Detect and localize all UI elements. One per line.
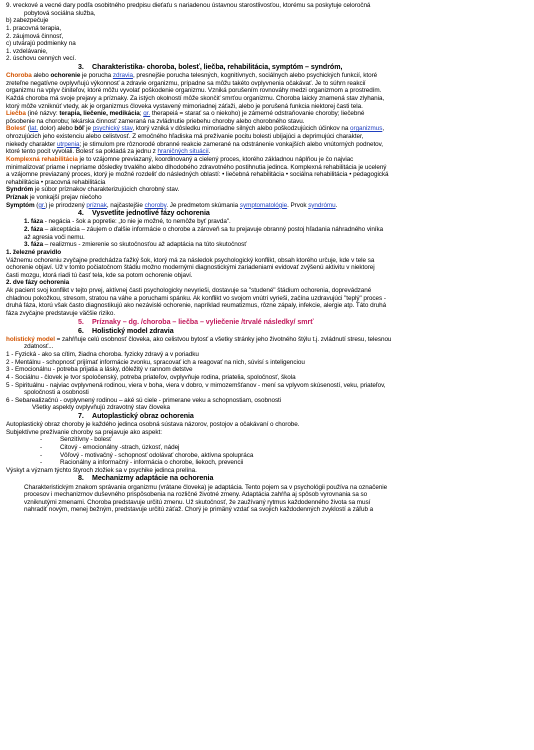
section-title: Vysvetlite jednotlivé fázy ochorenia: [92, 209, 210, 218]
phase-3: [24, 241, 528, 249]
text-line: 2. záujmová činnosť,: [6, 32, 64, 40]
text-run: ;: [139, 110, 144, 118]
link-syndromu[interactable]: syndrómu: [308, 201, 336, 209]
link-hranicnych-situacii[interactable]: hraničných situácií: [157, 148, 209, 156]
section-heading-4: [6, 209, 528, 218]
text-run: .: [208, 148, 211, 156]
text-line: [6, 148, 528, 156]
phase-1: [24, 218, 528, 226]
text-line: ohrozujúcich jeho existenciu alebo celistvosť. Z emočného hľadiska má prežívanie pocitu bolesti ubíjajúci a deprimujúci charakter,: [6, 133, 364, 141]
text-line: 1. pracovná terapia,: [6, 24, 62, 32]
text-run: (iné názvy:: [25, 110, 60, 118]
text-line: ktorý môže vzniknúť vtedy, ak je organizmus človeka vystavený mimoriadnej záťaži, alebo je porušená funkcia niektorej časti tela.: [6, 102, 363, 110]
text-line: až agresia voči nemu.: [24, 233, 85, 241]
section-title: Mechanizmy adaptácie na ochorenia: [92, 474, 214, 483]
link-priznak[interactable]: príznak: [86, 201, 107, 209]
list-item: 4 - Sociálnu - človek je tvor spoločenský, potreba priateľov, ovplyvňuje rodina, priatelia, spoločnosť, škola: [6, 373, 296, 381]
text-line: Ak pacient svoj konflikt v tejto prvej, aktívnej časti psychologicky nevyrieši, dostavuje sa "studené" štádium ochorenia, doprevádzané: [6, 287, 372, 295]
section-heading-5: [6, 318, 528, 327]
link-utrpenia[interactable]: utrpenia: [56, 140, 80, 148]
paragraph-bolest: [6, 125, 528, 133]
text-line: a vzájomne previazaný proces, ktorý je možné rozdeliť do následných oblastí: • liečebná rehabilitácia • sociálna rehabilitácia • pedagogická: [6, 171, 389, 179]
section-heading-7: [6, 412, 528, 421]
text-line: rehabilitácia • pracovná rehabilitácia: [6, 178, 106, 186]
term-symptom: Symptóm: [6, 201, 35, 209]
text-line: Charakteristickým znakom správania organizmu (vrátane človeka) je adaptácia. Tento pojem sa v psychológii používa na označenie: [24, 483, 388, 491]
phases-list: [6, 218, 528, 249]
section-title: Príznaky – dg. /choroba – liečba – vyliečenie /trvalé následky/ smrť: [92, 317, 314, 326]
list-item: 6 - Sebarealizačnú - ovplyvnený rodinou – aké sú ciele - primerane veku a schopnostiam, osobnosti: [6, 396, 282, 404]
list-item: - Citový - emocionálny -strach, úzkosť, nádej: [40, 444, 528, 452]
text-line: 1. vzdelávanie,: [6, 47, 48, 55]
term-rehabilitacia: Komplexná rehabilitácia: [6, 155, 78, 163]
subheading-rule-2: 2. dve fázy ochorenia: [6, 279, 70, 287]
text-run: – realizmus - zmierenie so skutočnosťou až adaptácia na túto skutočnosť: [43, 241, 247, 249]
text-run: je: [84, 125, 93, 133]
section-title: Charakteristika- choroba, bolesť, liečba, rehabilitácia, symptóm – syndróm,: [92, 63, 343, 71]
link-gr[interactable]: gr.: [38, 201, 46, 209]
text-line: Autoplastický obraz choroby je každého jedinca osobná sústava názorov, postojov a očakávaní o chorobe.: [6, 421, 300, 429]
text-line: Každá choroba má svoje prejavy a príznaky. Za istých okolností môže skončiť smrťou organizmu. Choroba laicky znamená stav zlyhania,: [6, 94, 385, 102]
text-line: c) utvárajú podmienky na: [6, 40, 76, 48]
text-line: druhá fáza, ktorú však často diagnostikujú ako nezávislé ochorenie, napríklad reumatizmus, rôzne zápaly, infekcie, alergie atp. Táto druhá: [6, 302, 387, 310]
text-run: terapia, liečenie, medikácia: [59, 110, 140, 118]
section-title: Holistický model zdravia: [92, 326, 174, 335]
text-run: , najčastejšie: [106, 201, 145, 209]
section-number: 3.: [78, 63, 84, 71]
link-zdravia[interactable]: zdravia: [112, 72, 133, 80]
paragraph-choroba: [6, 72, 528, 80]
text-run: ktoré tento pocit vyvolali. Bolesť sa pokladá za jednu z: [6, 148, 158, 156]
text-line: chladnou pokožkou, stresom, stratou na váhe a poruchami spánku. Ak konflikt vo svojom vnútri vyrieši, začína uzdravujúci "teplý" proces -: [6, 294, 386, 302]
list-item: - Vôľový - motivačný - schopnosť odolávať chorobe, aktívna spolupráca: [40, 452, 528, 460]
section-heading-8: [6, 474, 528, 483]
list-item: 3 - Emocionálnu - potreba prijatia a lásky, dôležitý v rannom detstve: [6, 366, 193, 374]
text-run: (: [26, 125, 30, 133]
phase-label: 3. fáza: [24, 241, 44, 249]
text-line: 2. úschovu cenných vecí.: [6, 55, 77, 63]
section-number: 6.: [78, 326, 84, 335]
term-liecba: Liečba: [6, 110, 26, 118]
text-run: ochorenie: [50, 72, 81, 80]
text-line: Vážnemu ochoreniu zvyčajne predchádza ťažký šok, ktorý má za následok psychologický konflikt, obsah ktorého určuje, kde v tele sa: [6, 256, 375, 264]
text-line: vzniknutými zmenami. Choroba predstavuje určitú zmenu. Už skutočnosť, že zaužívaný rytmus každodenného života sa musí: [24, 498, 371, 506]
text-run: je porucha: [80, 72, 113, 80]
text-run: - negácia - šok a popretie: „to nie je možné, to nemôže byť pravda".: [43, 218, 231, 226]
text-line: Všetky aspekty ovplyvňujú zdravotný stav človeka: [32, 404, 170, 412]
section-number: 7.: [78, 412, 84, 420]
text-line: b) zabezpečuje: [6, 17, 49, 25]
section-title: Autoplastický obraz ochorenia: [92, 412, 194, 420]
text-run: , ktorý vzniká v dôsledku mimoriadne silných alebo poškodzujúcich účinkov na: [132, 125, 351, 133]
text-run: (: [34, 201, 39, 209]
text-line: Subjektívne prežívanie choroby sa prejavuje ako aspekt:: [6, 428, 162, 436]
paragraph-rehabilitacia: [6, 156, 528, 164]
text-line: minimalizovať priame i nepriame dôsledky trvalého alebo dlhodobého zdravotného postihnutia jedinca. Komplexná rehabilitácia je ucelený: [6, 163, 387, 171]
text-line: procesov i mechanizmov duševného prispôsobenia na rozličné životné zmeny. Adaptácia zahŕňa aj spôsob vyrovnania sa so: [24, 491, 368, 499]
text-line: pobytová sociálna služba,: [24, 9, 96, 17]
section-heading-3: [6, 63, 528, 72]
section-number: 8.: [78, 474, 84, 483]
text-run: ) je prirodzený: [45, 201, 87, 209]
text-run: . Prvok: [287, 201, 309, 209]
text-line: fáza zvyčajne predstavuje väčšie riziko.: [6, 309, 116, 317]
text-run: ,: [382, 125, 385, 133]
text-line: 9. vreckové a vecné dary podľa osobitného predpisu dieťaťu s nariadenou ústavnou starostlivosťou, ktorému sa poskytuje celoročná: [6, 2, 371, 9]
text-line: pôsobenie na chorobu; lekárska činnosť zameraná na zvládnutie priebehu choroby alebo chorobného stavu.: [6, 117, 305, 125]
term-syndrom: Syndróm: [6, 186, 34, 194]
term-holisticky-model: holistický model: [6, 335, 55, 343]
text-run: , presnejšie porucha telesných, kognitívnych, sociálnych alebo psychických funkcií, ktoré: [132, 72, 378, 80]
list-item: 2 - Mentálnu - schopnosť prijímať informácie zvonku, spracovať ich a reagovať na nich, súvisí s inteligenciou: [6, 358, 305, 366]
section-number: 5.: [78, 317, 84, 326]
text-line: spoločnosti a osobnosti: [24, 389, 89, 397]
text-line: časti mozgu, ktorá riadi tú časť tela, kde sa potom ochorenie objaví.: [6, 271, 193, 279]
text-run: ; je stimulom pre rôznorodé obranné reakcie zamerané na odstránenie vonkajších alebo vnútorných podnetov,: [79, 140, 384, 148]
term-priznak: Príznak: [6, 194, 29, 202]
text-run: je súbor príznakov charakterizujúcich chorobný stav.: [33, 186, 180, 194]
text-line: zdatnosť...: [24, 343, 54, 351]
link-psychicky-stav[interactable]: psychický stav: [92, 125, 133, 133]
text-line: zreteľne negatívne ovplyvňujú výkonnosť a zdravie organizmu, prípadne sa môžu takéto ovplyvnenia očakávať. Je to súhrn reakcií: [6, 79, 366, 87]
text-run: .: [335, 201, 338, 209]
text-run: je to vzájomne previazaný, koordinovaný a cielený proces, ktorého základnou náplňou je čo najviac: [77, 155, 354, 163]
list-item: - Racionálny a informačný - informácia o chorobe, liekoch, prevencii: [40, 459, 528, 467]
phase-label: 2. fáza: [24, 226, 44, 234]
text-line: [6, 141, 528, 149]
text-line: Výskyt a význam týchto štyroch zložiek sa v psychike jedinca prelína.: [6, 466, 197, 474]
paragraph-priznak: [6, 194, 528, 202]
term-choroba: Choroba: [6, 72, 32, 80]
text-run: dolor) alebo: [38, 125, 75, 133]
link-symptomatologie[interactable]: symptomatológie: [239, 201, 288, 209]
list-item: 5 - Spirituálnu - najviac ovplyvnená rodinou, viera v boha, viera v dobro, v mimozemšťanov - mení sa vplyvom skúseností, veku, priateľov,: [6, 381, 386, 389]
phase-2: [24, 226, 528, 234]
text-run: – akceptácia – záujem o ďalšie informácie o chorobe a zároveň sa tu prejavuje obranný postoj hľadania náhradného viníka: [43, 226, 384, 234]
text-run: . Je predmetom skúmania: [166, 201, 240, 209]
list-item: - Senzitívny - bolesť: [40, 436, 528, 444]
section-number: 4.: [78, 209, 84, 218]
paragraph-symptom: [6, 202, 528, 210]
term-bolest: Bolesť: [6, 125, 27, 133]
text-run: = zahŕňuje celú osobnosť človeka, ako celistvou bytosť a všetky stránky jeho životného štýlu t.j. zvládnutí stresu, telesnou: [54, 335, 392, 343]
link-lat[interactable]: lat.: [29, 125, 39, 133]
text-line: organizmu na vplyv činiteľov, ktoré môžu vyvolať poškodenie organizmu. Vzniká porušením rovnováhy medzi organizmom a prostredím.: [6, 87, 382, 95]
text-run: je vonkajší prejav niečoho: [28, 194, 102, 202]
document-page: [6, 2, 528, 514]
section-heading-6: [6, 327, 528, 336]
text-run: niekedy charakter: [6, 140, 57, 148]
link-gr[interactable]: gr.: [143, 110, 151, 118]
subheading-rule-1: 1. železné pravidlo: [6, 248, 62, 256]
text-run: bôľ: [74, 125, 85, 133]
paragraph-syndrom: [6, 186, 528, 194]
list-item: 1 - Fyzická - ako sa cítim, žiadna choroba. fyzicky zdravý a v poriadku: [6, 351, 199, 358]
text-run: therapeiá = starať sa o niekoho) je zámerné odstraňovanie choroby; liečebné: [150, 110, 365, 118]
text-line: ochorenie objaví. Už v tomto počiatočnom štádiu možno modernými diagnostickými zariadeniami evidovať zvýšenú aktivitu v niektorej: [6, 264, 375, 272]
text-line: nahradiť novým, menej bežným, predstavuje určitú záťaž. Chorý je primäný vzdať sa svojich každodenných zvyklostí a záľub a: [24, 506, 374, 514]
paragraph-holisticky: [6, 336, 528, 344]
link-organizmus[interactable]: organizmus: [350, 125, 383, 133]
aspect-list: [6, 436, 528, 467]
text-run: alebo: [31, 72, 51, 80]
paragraph-liecba: [6, 110, 528, 118]
phase-label: 1. fáza: [24, 218, 44, 226]
link-choroby[interactable]: choroby: [144, 201, 167, 209]
